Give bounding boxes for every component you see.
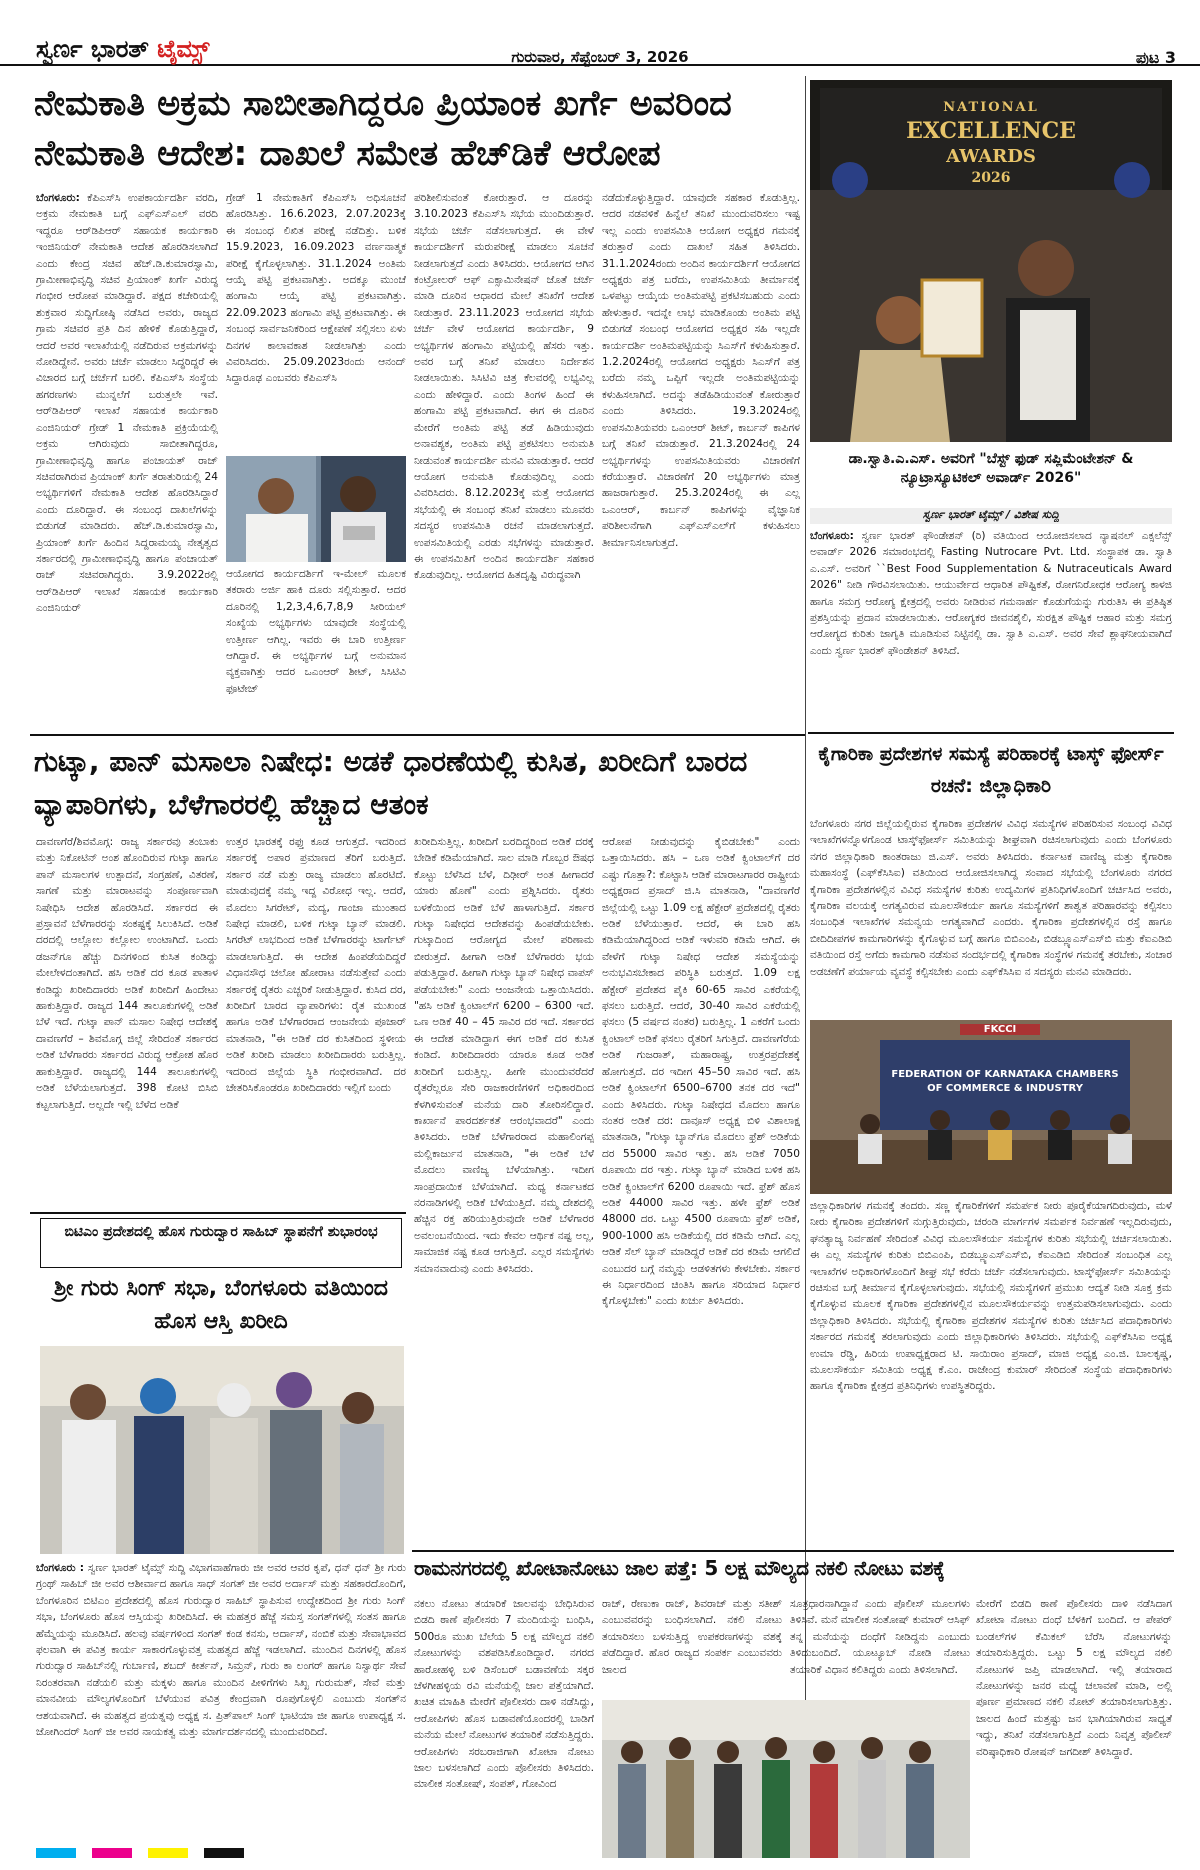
gurudwara-text: ಸ್ವರ್ಣ ಭಾರತ್ ಟೈಮ್ಸ್ ಸುದ್ದಿ ವಿಭಾಗವಾಹೆಗಾರು ಜೀ ಅವರ ಆವರ ಕೃಪೆ, ಧನ್ ಧನ್ ಶ್ರೀ ಗುರು ಗ್ರಂಥ್ ಸಾಹಿಬ್ ಜೀ ಅವರ ಆಶೀರ್ವಾದ ಹಾಗೂ ಸಾಧ್ ಸಂಗತ್ ಜೀ ಅವರ ಅರ್ದಾಸ್ ಮತ್ತು ಸಹಕಾರದೊಂದಿಗೆ, ಬೆಂಗಳೂರಿನ ಬಿಟಿಎಂ ಪ್ರದೇಶದಲ್ಲಿ ಹೊಸ ಗುರುದ್ವಾರ ಸಾಹಿಬ್ ಸ್ಥಾಪಿಸುವ ಉದ್ದೇಶದಿಂದ ಶ್ರೀ ಗುರು ಸಿಂಗ್ ಸಭಾ, ಬೆಂಗಳೂರು ಹೊಸ ಆಸ್ತಿಯನ್ನು ಖರೀದಿಸಿದೆ. ಈ ಮಹತ್ತರ ಹೆಜ್ಜೆ ಸಮಸ್ತ ಸಂಗತ್‌ಗಳಲ್ಲಿ ಸಂತಸ ಹಾಗೂ ಹೆಮ್ಮೆಯನ್ನು ಮೂಡಿಸಿದೆ. ಹಲವು ವರ್ಷಗಳಿಂದ ಸಂಗತ್ ಕಂಡ ಕನಸು, ಅರ್ದಾಸ್, ನಂಬಿಕೆ ಮತ್ತು ಸೇವಾಭಾವದ ಫಲವಾಗಿ ಈ ಪವಿತ್ರ ಕಾರ್ಯ ಸಾಕಾರಗೊಳ್ಳುವತ್ತ ಮಹತ್ವದ ಹೆಜ್ಜೆ ಇಡಲಾಗಿದೆ. ಮುಂದಿನ ದಿನಗಳಲ್ಲಿ ಹೊಸ ಗುರುದ್ವಾರ ಸಾಹಿಬ್‌ನಲ್ಲಿ ಗುರ್ಬಾಣಿ, ಶಬದ್ ಕೀರ್ತನ್, ಸಿಮ್ರನ್, ಗುರು ಕಾ ಲಂಗರ್ ಹಾಗೂ ನಿಸ್ವಾರ್ಥ ಸೇವೆ ನಿರಂತರವಾಗಿ ನಡೆಯಲಿ ಮತ್ತು ಮಕ್ಕಳು ಹಾಗೂ ಮುಂದಿನ ಪೀಳಿಗೆಗಳು ಸಿಖ್ಖ ಗುರುಮತ್, ಸೇವೆ ಮತ್ತು ಮಾನವೀಯ ಮೌಲ್ಯಗಳೊಂದಿಗೆ ಬೆಳೆಯುವ ಪವಿತ್ರ ಕೇಂದ್ರವಾಗಿ ರೂಪುಗೊಳ್ಳಲಿ ಎಂಬುದು ಸಂಗತ್‌ನ ಆಶಯವಾಗಿದೆ. ಈ ಮಹತ್ವದ ಪ್ರಯತ್ನವು ಅಧ್ಯಕ್ಷ ಸ. ಪ್ರಿತ್‌ಪಾಲ್ ಸಿಂಗ್ ಭಾಟಿಯಾ ಜೀ ಹಾಗೂ ಉಪಾಧ್ಯಕ್ಷ ಸ. ಜೋಗಿಂದರ್ ಸಿಂಗ್ ಜೀ ಅವರ ನಾಯಕತ್ವ ಮತ್ತು ಮಾರ್ಗದರ್ಶನದಲ್ಲಿ ಮುಂದುವರಿದಿದೆ. (36, 1562, 406, 1739)
award-headline: ಡಾ.ಸ್ವಾತಿ.ಎ.ಎಸ್. ಅವರಿಗೆ "ಬೆಸ್ಟ್ ಫುಡ್ ಸಪ್ಲಿಮೆಂಟೇಶನ್ & ನ್ಯೂಟ್ರಾಸ್ಯೂಟಿಕಲ್ ಅವಾರ್ಡ್ 2026" (848, 451, 1134, 486)
award-banner-mid: EXCELLENCE (906, 118, 1076, 144)
ramanagara-col3: ಸೂತ್ರಧಾರನಾಗಿದ್ದಾನೆ ಎಂದು ಪೊಲೀಸ್ ಮೂಲಗಳು ತಿಳಿಸಿವೆ. ಮನೆ ಮಾಲೀಕ ಸಂತೋಷ್ ಕುಮಾರ್ ಆಸಿಫ್ ತನ್ನ ಮನೆಯನ್ನು ದಂಧೆಗೆ ನೀಡಿದ್ದನು ಎಂಬುದು ತಿಳಿದುಬಂದಿದೆ. ಯೂಟ್ಯೂಬ್ ನೋಡಿ ನೋಟು ತಯಾರಿಕೆ ವಿಧಾನ ಕಲಿತಿದ್ದರು ಎಂದು ತಿಳಿಸಲಾಗಿದೆ. (790, 1598, 970, 1676)
masthead-accent: ಟೈಮ್ಸ್ (157, 34, 210, 63)
taskforce-body1: ಬೆಂಗಳೂರು ನಗರ ಜಿಲ್ಲೆಯಲ್ಲಿರುವ ಕೈಗಾರಿಕಾ ಪ್ರದೇಶಗಳ ವಿವಿಧ ಸಮಸ್ಯೆಗಳ ಪರಿಹರಿಸುವ ಸಂಬಂಧ ವಿವಿಧ ಇಲಾಖೆಗಳನ್ನೊಳಗೊಂಡ ಟಾಸ್ಕ್‌ಫೋರ್ಸ್ ಸಮಿತಿಯನ್ನು ಶೀಘ್ರವಾಗಿ ರಚಿಸಲಾಗುವುದು ಎಂದು ಬೆಂಗಳೂರು ನಗರ ಜಿಲ್ಲಾಧಿಕಾರಿ ಕಾಂತರಾಜು ಜಿ.ಎಸ್. ಅವರು ತಿಳಿಸಿದರು. ಕರ್ನಾಟಕ ವಾಣಿಜ್ಯ ಮತ್ತು ಕೈಗಾರಿಕಾ ಮಹಾಸಂಸ್ಥೆ (ಎಫ್‌ಕೆಸಿಸಿಐ) ವತಿಯಿಂದ ಆಯೋಜಿಸಲಾಗಿದ್ದ ಸಂವಾದ ಸಭೆಯಲ್ಲಿ ಬೆಂಗಳೂರು ನಗರದ ಕೈಗಾರಿಕಾ ಪ್ರದೇಶಗಳಲ್ಲಿನ ವಿವಿಧ ಸಮಸ್ಯೆಗಳ ಕುರಿತು ಉದ್ಯಮಿಗಳ ಪ್ರತಿನಿಧಿಗಳೊಂದಿಗೆ ಚರ್ಚಿಸಿದ ಅವರು, ಕೈಗಾರಿಕಾ ವಲಯಕ್ಕೆ ಅಗತ್ಯವಿರುವ ಮೂಲಸೌಕರ್ಯ ಹಾಗೂ ಸಮಸ್ಯೆಗಳಿಗೆ ಶಾಶ್ವತ ಪರಿಹಾರವನ್ನು ಕಲ್ಪಿಸಲು ಸಂಬಂಧಿತ ಇಲಾಖೆಗಳ ಸಮನ್ವಯ ಅಗತ್ಯವಾಗಿದೆ ಎಂದರು. ಕೈಗಾರಿಕಾ ಪ್ರದೇಶಗಳಲ್ಲಿನ ರಸ್ತೆ ಹಾಗೂ ಬೀದಿದೀಪಗಳ ಕಾಮಗಾರಿಗಳನ್ನು ಕೈಗೊಳ್ಳುವ ಬಗ್ಗೆ ಹಾಗೂ ಬಿಬಿಎಂಪಿ, ಬಿಡಬ್ಲ್ಯೂಎಸ್‌ಎಸ್‌ಬಿ ಮತ್ತು ಕೆಐಎಡಿಬಿ ವತಿಯಿಂದ ರಸ್ತೆ ಅಗೆದು ಕಾಮಗಾರಿ ನಡೆಸುವ ಸಂದರ್ಭದಲ್ಲಿ ಕೈಗಾರಿಕಾ ಸಂಸ್ಥೆಗಳ ಗಮನಕ್ಕೆ ತರಬೇಕು, ಸಂಚಾರ ಅಡಚಣೆಗೆ ಪರ್ಯಾಯ ವ್ಯವಸ್ಥೆ ಕಲ್ಪಿಸಬೇಕು ಎಂದು ಎಫ್‌ಕೆಸಿಸಿಐ ನ ಸದಸ್ಯರು ಮನವಿ ಮಾಡಿದರು. (810, 818, 1172, 978)
page-header (0, 0, 1200, 66)
story1-dateline: ಬೆಂಗಳೂರು: (36, 192, 80, 204)
color-registration-black (204, 1848, 244, 1858)
ramanagara-col4: ಮೇರೆಗೆ ಬಿಡದಿ ಠಾಣೆ ಪೊಲೀಸರು ದಾಳಿ ನಡೆಸಿದಾಗ ಖೋಟಾ ನೋಟು ದಂಧೆ ಬೆಳಕಿಗೆ ಬಂದಿದೆ. ಆ ಪೇಪರ್ ಬಂಡಲ್‌ಗಳ ಕೆಮಿಕಲ್ ಬೆರೆಸಿ ನೋಟುಗಳನ್ನು ತಯಾರಿಸುತ್ತಿದ್ದರು. ಒಟ್ಟು 5 ಲಕ್ಷ ಮೌಲ್ಯದ ನಕಲಿ ನೋಟುಗಳ ಜಪ್ತಿ ಮಾಡಲಾಗಿದೆ. ಇಲ್ಲಿ ತಯಾರಾದ ನೋಟುಗಳನ್ನು ಜನರ ಮಧ್ಯೆ ಚಲಾವಣೆ ಮಾಡಿ, ಅಲ್ಲಿ ಪೂರ್ಣ ಪ್ರಮಾಣದ ನಕಲಿ ನೋಟ್ ತಯಾರಿಸಲಾಗುತ್ತಿತ್ತು. ಜಾಲದ ಹಿಂದೆ ಮತ್ತಷ್ಟು ಜನ ಭಾಗಿಯಾಗಿರುವ ಸಾಧ್ಯತೆ ಇದ್ದು, ತನಿಖೆ ನಡೆಸಲಾಗುತ್ತಿದೆ ಎಂದು ನಿವೃತ್ತ ಪೊಲೀಸ್ ವರಿಷ್ಠಾಧಿಕಾರಿ ರೋಷನ್ ಜಗದೀಶ್ ತಿಳಿಸಿದ್ದಾರೆ. (976, 1598, 1172, 1758)
ramanagara-col2: ರಾಜ್, ರೇಣುಕಾ ರಾಜ್, ಶಿವರಾಜ್ ಮತ್ತು ಸತೀಶ್ ಎಂಬುವವರನ್ನು ಬಂಧಿಸಲಾಗಿದೆ. ನಕಲಿ ನೋಟು ತಯಾರಿಸಲು ಬಳಸುತ್ತಿದ್ದ ಉಪಕರಣಗಳನ್ನು ವಶಕ್ಕೆ ಪಡೆದಿದ್ದಾರೆ. ಹೊರ ರಾಜ್ಯದ ಸಂಪರ್ಕ ಎಂಬುವವರು ಜಾಲದ (602, 1598, 782, 1676)
rule-ramanagara (412, 1550, 1174, 1552)
award-year: 2026 (971, 170, 1011, 186)
story1-col2b: ಆಯೋಗದ ಕಾರ್ಯದರ್ಶಿಗೆ ಇ-ಮೇಲ್ ಮೂಲಕ ತಕರಾರು ಅರ್ಜಿ ಹಾಕಿ ದೂರು ಸಲ್ಲಿಸುತ್ತಾರೆ. ಆದರ ದೂರಿನಲ್ಲಿ 1,2,3,4,6,7,8,9 ಸೀರಿಯಲ್ ಸಂಖ್ಯೆಯ ಅಭ್ಯರ್ಥಿಗಳು ಯಾವುದೇ ಸಂಸ್ಥೆಯಲ್ಲಿ ಉತ್ತೀರ್ಣ ಆಗಿಲ್ಲ. ಇವರು ಈ ಬಾರಿ ಉತ್ತೀರ್ಣ ಆಗಿದ್ದಾರೆ. ಈ ಅಭ್ಯರ್ಥಿಗಳ ಬಗ್ಗೆ ಅನುಮಾನ ವ್ಯಕ್ತವಾಗಿತ್ತು ಆದರ ಒಎಂಆರ್ ಶೀಟ್, ಸಿಸಿಟಿವಿ ಫೂಟೇಜ್ (226, 568, 406, 695)
taskforce-body2: ಜಿಲ್ಲಾಧಿಕಾರಿಗಳ ಗಮನಕ್ಕೆ ತಂದರು. ಸಣ್ಣ ಕೈಗಾರಿಕೆಗಳಿಗೆ ಸಮರ್ಪಕ ನೀರು ಪೂರೈಕೆಯಾಗದಿರುವುದು, ಮಳೆ ನೀರು ಕೈಗಾರಿಕಾ ಪ್ರದೇಶಗಳಿಗೆ ನುಗ್ಗುತ್ತಿರುವುದು, ಚರಂಡಿ ಮಾರ್ಗಗಳ ಸಮರ್ಪಕ ನಿರ್ವಹಣೆ ಇಲ್ಲದಿರುವುದು, ಘನತ್ಯಾಜ್ಯ ನಿರ್ವಹಣೆ ಸೇರಿದಂತೆ ವಿವಿಧ ಮೂಲಸೌಕರ್ಯ ಸಮಸ್ಯೆಗಳ ಕುರಿತು ಸಭೆಯಲ್ಲಿ ಚರ್ಚಿಸಲಾಯಿತು. ಈ ಎಲ್ಲ ಸಮಸ್ಯೆಗಳ ಕುರಿತು ಬಿಬಿಎಂಪಿ, ಬಿಡಬ್ಲ್ಯೂಎಸ್‌ಎಸ್‌ಬಿ, ಕೆಐಎಡಿಬಿ ಸೇರಿದಂತೆ ಸಂಬಂಧಿತ ಎಲ್ಲ ಇಲಾಖೆಗಳ ಅಧಿಕಾರಿಗಳೊಂದಿಗೆ ಶೀಘ್ರ ಸಭೆ ಕರೆದು ಚರ್ಚೆ ನಡೆಸಲಾಗುವುದು. ಟಾಸ್ಕ್‌ಫೋರ್ಸ್ ಸಮಿತಿಯನ್ನು ರಚಿಸುವ ಬಗ್ಗೆ ತೀರ್ಮಾನ ಕೈಗೊಳ್ಳಲಾಗುವುದು. ಸಭೆಯಲ್ಲಿ ಸಮಸ್ಯೆಗಳಿಗೆ ಪ್ರಮುಖ ಆದ್ಯತೆ ನೀಡಿ ಸೂಕ್ತ ಕ್ರಮ ಕೈಗೊಳ್ಳುವ ಮೂಲಕ ಕೈಗಾರಿಕಾ ಪ್ರದೇಶಗಳಲ್ಲಿನ ಮೂಲಸೌಕರ್ಯವನ್ನು ಉತ್ತಮಪಡಿಸಲಾಗುವುದು. ಎಂದು ಜಿಲ್ಲಾಧಿಕಾರಿ ತಿಳಿಸಿದರು. ಸಭೆಯಲ್ಲಿ ಕೈಗಾರಿಕಾ ಪ್ರದೇಶಗಳ ಸಮಸ್ಯೆಗಳ ಕುರಿತು ಚರ್ಚಿಸಿದ ಪದಾಧಿಕಾರಿಗಳು ಸರ್ಕಾರದ ಗಮನಕ್ಕೆ ತರಲಾಗುವುದು ಎಂದು ಜಿಲ್ಲಾಧಿಕಾರಿಗಳು ತಿಳಿಸಿದರು. ಸಭೆಯಲ್ಲಿ ಎಫ್‌ಕೆಸಿಸಿಐ ಅಧ್ಯಕ್ಷ ಉಮಾ ರೆಡ್ಡಿ, ಹಿರಿಯ ಉಪಾಧ್ಯಕ್ಷರಾದ ಟಿ. ಸಾಯಿರಾಂ ಪ್ರಸಾದ್, ಮಾಜಿ ಅಧ್ಯಕ್ಷ ಎಂ.ಜಿ. ಬಾಲಕೃಷ್ಣ, ಮೂಲಸೌಕರ್ಯ ಸಮಿತಿಯ ಅಧ್ಯಕ್ಷ ಕೆ.ಎಂ. ರಾಜೇಂದ್ರ ಕುಮಾರ್ ಸೇರಿದಂತೆ ಸಂಸ್ಥೆಯ ಪದಾಧಿಕಾರಿಗಳು ಹಾಗೂ ಕೈಗಾರಿಕಾ ಕ್ಷೇತ್ರದ ಪ್ರತಿನಿಧಿಗಳು ಉಪಸ್ಥಿತರಿದ್ದರು. (810, 1200, 1172, 1393)
gurudwara-headline: ಶ್ರೀ ಗುರು ಸಿಂಗ್ ಸಭಾ, ಬೆಂಗಳೂರು ವತಿಯಿಂದ ಹೊಸ ಆಸ್ತಿ ಖರೀದಿ (53, 1276, 389, 1334)
award-banner-bot: AWARDS (946, 146, 1036, 167)
politicians-photo (226, 456, 406, 562)
gurudwara-headline-box: ಬಿಟಿಎಂ ಪ್ರದೇಶದಲ್ಲಿ ಹೊಸ ಗುರುದ್ವಾರ ಸಾಹಿಬ್ ಸ್ಥಾಪನೆಗೆ ಶುಭಾರಂಭ (40, 1218, 402, 1268)
masthead-name: ಸ್ವರ್ಣ ಭಾರತ್ (36, 34, 149, 63)
issue-date: ಗುರುವಾರ, ಸೆಪ್ಟೆಂಬರ್ 3, 2026 (511, 48, 689, 66)
story1-headline: ನೇಮಕಾತಿ ಅಕ್ರಮ ಸಾಬೀತಾಗಿದ್ದರೂ ಪ್ರಿಯಾಂಕ ಖರ್ಗೆ ಅವರಿಂದ ನೇಮಕಾತಿ ಆದೇಶ: ದಾಖಲೆ ಸಮೇತ ಹೆಚ್‌ಡಿಕೆ ಆರೋಪ (34, 84, 732, 174)
award-dateline: ಬೆಂಗಳೂರು: (810, 530, 854, 542)
fkcci-logo-text: FKCCI (960, 1024, 1040, 1035)
award-photo (810, 80, 1172, 442)
color-registration-cyan (36, 1848, 76, 1858)
taskforce-headline: ಕೈಗಾರಿಕಾ ಪ್ರದೇಶಗಳ ಸಮಸ್ಯೆ ಪರಿಹಾರಕ್ಕೆ ಟಾಸ್ಕ್ ಫೋರ್ಸ್ ರಚನೆ: ಜಿಲ್ಲಾಧಿಕಾರಿ (818, 743, 1164, 798)
color-registration-magenta (92, 1848, 132, 1858)
story2-col3: ಖರೀದಿಸುತ್ತಿಲ್ಲ. ಖರೀದಿಗೆ ಬರದಿದ್ದರಿಂದ ಅಡಿಕೆ ದರಕ್ಕೆ ಬೇಡಿಕೆ ಕಡಿಮೆಯಾಗಿದೆ. ಸಾಲ ಮಾಡಿ ಗೊಬ್ಬರ ಔಷಧ ಕೊಟ್ಟು ಬೆಳೆಸಿದ ಬೆಳೆ, ದಿಢೀರ್ ಅಂತ ಹೀಗಾದರೆ ಯಾರು ಹೊಣೆ" ಎಂದು ಪ್ರಶ್ನಿಸಿದರು. ರೈತರು ಬಳಕೆಯಿಂದ ಅಡಿಕೆ ಬೆಳೆ ಹಾಳಾಗುತ್ತಿದೆ. ಸರ್ಕಾರ ಗುಟ್ಕಾ ನಿಷೇಧದ ಆದೇಶವನ್ನು ಹಿಂಪಡೆಯಬೇಕು. ಗುಟ್ಕಾದಿಂದ ಆರೋಗ್ಯದ ಮೇಲೆ ಪರಿಣಾಮ ಬೀರುತ್ತದೆ. ಹೀಗಾಗಿ ಅಡಿಕೆ ಬೆಳೆಗಾರರು ಭಯ ಪಡುತ್ತಿದ್ದಾರೆ. ಹೀಗಾಗಿ ಗುಟ್ಕಾ ಬ್ಯಾನ್ ನಿಷೇಧ ವಾಪಸ್ ಪಡೆಯಬೇಕು" ಎಂದು ಆಂಜನೇಯ ಒತ್ತಾಯಿಸಿದರು. "ಹಸಿ ಅಡಿಕೆ ಕ್ವಿಂಟಾಲ್‌ಗೆ 6200 – 6300 ಇದೆ. ಒಣ ಅಡಿಕೆ 40 – 45 ಸಾವಿರ ದರ ಇದೆ. ಸರ್ಕಾರದ ಈ ಆದೇಶ ಮಾಡಿದ್ದಾಗ ಈಗ ಅಡಿಕೆ ದರ ಕುಸಿತ ಕಂಡಿದೆ. ಖರೀದಿದಾರರು ಯಾರೂ ಕೂಡ ಅಡಿಕೆ ಖರೀದಿಗೆ ಬರುತ್ತಿಲ್ಲ. ಹೀಗೇ ಮುಂದುವರೆದರೆ ರೈತರೆಲ್ಲರೂ ಸೇರಿ ರಾಜಕಾರಣಿಗಳಿಗೆ ಅಧಿಕಾರದಿಂದ ಕೆಳಗಿಳಿಸುವಂತೆ ಮನೆಯ ದಾರಿ ತೋರಿಸಲಿದ್ದಾರೆ. ಕಾರ್ಖಾನೆ ಪಾರದರ್ಶಕತೆ ಆರಂಭವಾದರೆ" ಎಂದು ತಿಳಿಸಿದರು. ಅಡಿಕೆ ಬೆಳೆಗಾರರಾದ ಮಹಾಲಿಂಗಪ್ಪ ಮಲ್ಲಿಕಾರ್ಜುನ ಮಾತನಾಡಿ, "ಈ ಅಡಿಕೆ ಬೆಳೆ ಮೊದಲು ವಾಣಿಜ್ಯ ಬೆಳೆಯಾಗಿತ್ತು. ಇದೀಗ ಸಾಂಪ್ರದಾಯಿಕ ಬೆಳೆಯಾಗಿದೆ. ಮಧ್ಯ ಕರ್ನಾಟಕದ ನರನಾಡಿಗಳಲ್ಲಿ ಅಡಿಕೆ ಬೆಳೆಯುತ್ತಿದೆ. ನಮ್ಮ ದೇಶದಲ್ಲಿ ಹೆಚ್ಚಿನ ರಕ್ತ ಹರಿಯುತ್ತಿರುವುದೇ ಅಡಿಕೆ ಬೆಳೆಗಾರರ ಅವಲಂಬನೆಯಿಂದ. ಇದು ಕೇವಲ ಆರ್ಥಿಕ ನಷ್ಟ ಅಲ್ಲ, ಸಾಮಾಜಿಕ ನಷ್ಟ ಕೂಡ ಆಗುತ್ತಿದೆ. ಎಲ್ಲರ ಸಮಸ್ಯೆಗಳು ಸಮಾನವಾದುವು ಎಂದು ತಿಳಿಸಿದರು. (414, 836, 594, 1275)
gurudwara-dateline: ಬೆಂಗಳೂರು : (36, 1562, 84, 1574)
ramanagara-headline: ರಾಮನಗರದಲ್ಲಿ ಖೋಟಾನೋಟು ಜಾಲ ಪತ್ತೆ: 5 ಲಕ್ಷ ಮೌಲ್ಯದ ನಕಲಿ ನೋಟು ವಶಕ್ಕೆ (414, 1556, 945, 1580)
award-body (810, 528, 1172, 728)
rule-story1 (30, 734, 806, 736)
story1-col1 (36, 190, 218, 730)
story1-col2a: ಗ್ರೇಡ್ 1 ನೇಮಕಾತಿಗೆ ಕೆಪಿಎಸ್‌ಸಿ ಅಧಿಸೂಚನೆ ಹೊರಡಿಸಿತ್ತು. 16.6.2023, 2.07.2023ಕ್ಕೆ ಈ ಸಂಬಂಧ ಲಿಖಿತ ಪರೀಕ್ಷೆ ನಡೆದಿತ್ತು. ಬಳಿಕ 15.9.2023, 16.09.2023 ವರ್ಣನಾತ್ಮಕ ಪರೀಕ್ಷೆ ಕೈಗೊಳ್ಳಲಾಗಿತ್ತು. 31.1.2024 ಅಂತಿಮ ಆಯ್ಕೆ ಪಟ್ಟಿ ಪ್ರಕಟವಾಗಿತ್ತು. ಅದಕ್ಕೂ ಮುಂಚೆ ಹಂಗಾಮಿ ಆಯ್ಕೆ ಪಟ್ಟಿ ಪ್ರಕಟವಾಗಿತ್ತು. 22.09.2023 ಹಂಗಾಮಿ ಪಟ್ಟಿ ಪ್ರಕಟವಾಗಿತ್ತು. ಈ ಸಂಬಂಧ ಸಾರ್ವಜನಿಕರಿಂದ ಆಕ್ಷೇಪಣೆ ಸಲ್ಲಿಸಲು ಏಳು ದಿನಗಳ ಕಾಲಾವಕಾಶ ನೀಡಲಾಗಿತ್ತು ಎಂದು ವಿವರಿಸಿದರು. 25.09.2023ರಂದು ಆನಂದ್ ಸಿದ್ದಾರೂಢ ಎಂಬವರು ಕೆಪಿಎಸ್‌ಸಿ (226, 192, 406, 385)
color-registration-yellow (148, 1848, 188, 1858)
accused-photo (602, 1700, 970, 1858)
fkcci-photo (810, 1020, 1172, 1194)
ramanagara-col1: ನಕಲು ನೋಟು ತಯಾರಿಕೆ ಜಾಲವನ್ನು ಬೇಧಿಸಿರುವ ಬಿಡದಿ ಠಾಣೆ ಪೊಲೀಸರು 7 ಮಂದಿಯನ್ನು ಬಂಧಿಸಿ, 500ರೂ ಮುಖ ಬೆಲೆಯ 5 ಲಕ್ಷ ಮೌಲ್ಯದ ನಕಲಿ ನೋಟುಗಳನ್ನು ವಶಪಡಿಸಿಕೊಂಡಿದ್ದಾರೆ. ನಗರದ ಹಾರೋಹಳ್ಳಿ ಬಳಿ ಡಿಸೆಂಬರ್ ಬಡಾವಣೆಯ ಸಕ್ಕರ ಚೆಳಗೀಹಳ್ಳಿಯ ರವಿ ಮನೆಯಲ್ಲಿ ಜಾಲ ಪತ್ತೆಯಾಗಿದೆ. ಖಚಿತ ಮಾಹಿತಿ ಮೇರೆಗೆ ಪೊಲೀಸರು ದಾಳಿ ನಡೆಸಿದ್ದು, ಆರೋಪಿಗಳು ಹೊಸ ಬಡಾವಣೆಯೊಂದರಲ್ಲಿ ಬಾಡಿಗೆ ಮನೆಯ ಮೇಲೆ ನೋಟುಗಳ ತಯಾರಿಕೆ ನಡೆಸುತ್ತಿದ್ದರು. ಆರೋಪಿಗಳು ಸರಬರಾಜಿಗಾಗಿ ಖೋಟಾ ನೋಟು ಜಾಲ ಬಳಸಲಾಗಿದೆ ಎಂದು ಪೊಲೀಸರು ತಿಳಿಸಿದರು. ಮಾಲೀಕ ಸಂತೋಷ್, ಸಂಪತ್, ಗೋವಿಂದ (414, 1598, 594, 1791)
award-banner-top: NATIONAL (943, 100, 1039, 115)
award-text: ಸ್ವರ್ಣ ಭಾರತ್ ಫೌಂಡೇಶನ್ (ರಿ) ವತಿಯಿಂದ ಆಯೋಜಿಸಲಾದ ನ್ಯಾಷನಲ್ ಎಕ್ಸಲೆನ್ಸ್ ಅವಾರ್ಡ್ 2026 ಸಮಾರಂಭದಲ್ಲಿ Fasting Nutrocare Pvt. Ltd. ಸಂಸ್ಥಾಪಕ ಡಾ. ಸ್ವಾತಿ ಎ.ಎಸ್. ಅವರಿಗೆ ``Best Food Supplementation & Nutraceuticals Award 2026" ನೀಡಿ ಗೌರವಿಸಲಾಯಿತು. ಆಯುರ್ವೇದ ಆಧಾರಿತ ಪೌಷ್ಟಿಕತೆ, ರೋಗನಿರೋಧಕ ಆರೋಗ್ಯ ಕಾಳಜಿ ಹಾಗೂ ಸಮಗ್ರ ಆರೋಗ್ಯ ಕ್ಷೇತ್ರದಲ್ಲಿ ಅವರು ನೀಡಿರುವ ಗಮನಾರ್ಹ ಕೊಡುಗೆಯನ್ನು ಗುರುತಿಸಿ ಈ ಪ್ರತಿಷ್ಠಿತ ಪ್ರಶಸ್ತಿಯನ್ನು ಪ್ರದಾನ ಮಾಡಲಾಯಿತು. ಆರೋಗ್ಯಕರ ಜೀವನಶೈಲಿ, ಸುರಕ್ಷಿತ ಪೌಷ್ಟಿಕ ಆಹಾರ ಮತ್ತು ಸಮಗ್ರ ಆರೋಗ್ಯದ ಕುರಿತು ಜಾಗೃತಿ ಮೂಡಿಸುವ ನಿಟ್ಟಿನಲ್ಲಿ ಡಾ. ಸ್ವಾತಿ ಎ.ಎಸ್. ಅವರ ಸೇವೆ ಶ್ಲಾಘನೀಯವಾಗಿದೆ ಎಂದು ಸ್ವರ್ಣ ಭಾರತ್ ಫೌಂಡೇಶನ್ ತಿಳಿಸಿದೆ. (810, 530, 1172, 657)
rule-taskforce (808, 732, 1174, 734)
gurudwara-photo (40, 1346, 404, 1554)
story2-col2: ಉತ್ತರ ಭಾರತಕ್ಕೆ ರಫ್ತು ಕೂಡ ಆಗುತ್ತದೆ. ಇದರಿಂದ ಸರ್ಕಾರಕ್ಕೆ ಅಪಾರ ಪ್ರಮಾಣದ ತೆರಿಗೆ ಬರುತ್ತಿದೆ. ಸರ್ಕಾರ ನಡೆ ಮತ್ತು ರಾಜ್ಯ ಮಾಡಲು ಹೊರಟಿದೆ. ಮಾಡುವುದಕ್ಕೆ ನಮ್ಮ ಇದ್ದ ವಿರೋಧ ಇಲ್ಲ. ಆದರೆ, ಮೊದಲು ಸಿಗರೇಟ್, ಮದ್ಯ, ಗಾಂಜಾ ಮುಂತಾದ ನಿಷೇಧ ಮಾಡಲಿ, ಬಳಿಕ ಗುಟ್ಕಾ ಬ್ಯಾನ್ ಮಾಡಲಿ. ಸಿಗರೆಟ್ ಲಾಭದಿಂದ ಅಡಿಕೆ ಬೆಳೆಗಾರರನ್ನು ಟಾರ್ಗೆಟ್ ಮಾಡಲಾಗುತ್ತಿದೆ. ಈ ಆದೇಶ ಹಿಂಪಡೆಯದಿದ್ದರೆ ವಿಧಾನಸೌಧ ಚಲೋ ಹೋರಾಟ ನಡೆಸುತ್ತೇವೆ ಎಂದು ಸರ್ಕಾರಕ್ಕೆ ರೈತರು ಎಚ್ಚರಿಕೆ ನೀಡುತ್ತಿದ್ದಾರೆ. ಕುಸಿದ ದರ, ಖರೀದಿಗೆ ಬಾರದ ವ್ಯಾಪಾರಿಗಳು: ರೈತ ಮುಖಂಡ ಹಾಗೂ ಅಡಿಕೆ ಬೆಳೆಗಾರರಾದ ಆಂಜನೇಯ ಪೂಜಾರ್ ಮಾತನಾಡಿ, "ಈ ಅಡಿಕೆ ದರ ಕುಸಿತದಿಂದ ಸ್ಥಳೀಯ ಅಡಿಕೆ ಖರೀದಿ ಮಾಡಲು ಖರೀದಿದಾರರು ಬರುತ್ತಿಲ್ಲ. ಇದರಿಂದ ಜಿಲ್ಲೆಯ ಸ್ಥಿತಿ ಗಂಭೀರವಾಗಿದೆ. ದರ ಚೇತರಿಸಿಕೊಂಡರೂ ಖರೀದಿದಾರರು ಇಲ್ಲಿಗೆ ಬಂದು (226, 836, 406, 1095)
fkcci-banner-text: FEDERATION OF KARNATAKA CHAMBERS OF COMMERCE & INDUSTRY (891, 1069, 1119, 1094)
award-byline: ಸ್ವರ್ಣ ಭಾರತ್ ಟೈಮ್ಸ್ / ವಿಶೇಷ ಸುದ್ದಿ (810, 508, 1172, 524)
story1-col3: ಪರಿಶೀಲಿಸುವಂತೆ ಕೋರುತ್ತಾರೆ. ಆ ದೂರನ್ನು 3.10.2023 ಕೆಪಿಎಸ್‌ಸಿ ಸಭೆಯ ಮುಂದಿಡುತ್ತಾರೆ. ಸಭೆಯ ಚರ್ಚೆ ನಡೆಸಲಾಗುತ್ತದೆ. ಈ ವೇಳೆ ಕಾರ್ಯದರ್ಶಿಗೆ ಮರುಪರೀಕ್ಷೆ ಮಾಡಲು ಸೂಚನೆ ನೀಡಲಾಗುತ್ತದೆ ಎಂದು ತಿಳಿಸಿದರು. ಆಯೋಗದ ಆಗಿನ ಕಂಟ್ರೋಲರ್ ಆಫ್ ಎಕ್ಸಾಮಿನೇಷನ್ ಜೊತೆ ಚರ್ಚೆ ಮಾಡಿ ದೂರಿನ ಆಧಾರದ ಮೇಲೆ ತನಿಖೆಗೆ ಆದೇಶ ನೀಡುತ್ತಾರೆ. 23.11.2023 ಆಯೋಗದ ಸಭೆಯ ಚರ್ಚೆ ವೇಳೆ ಆಯೋಗದ ಕಾರ್ಯದರ್ಶಿ, 9 ಅಭ್ಯರ್ಥಿಗಳ ಹಂಗಾಮಿ ಪಟ್ಟಿಯಲ್ಲಿ ಹೆಸರು ಇತ್ತು. ಅವರ ಬಗ್ಗೆ ತನಿಖೆ ಮಾಡಲು ನಿರ್ದೇಶನ ನೀಡಲಾಯಿತು. ಸಿಸಿಟಿವಿ ಚಿತ್ರ ಕೆಲವರಲ್ಲಿ ಲಭ್ಯವಿಲ್ಲ ಎಂದು ಹೇಳಿದ್ದಾರೆ. ಎಂದು ತಿಂಗಳ ಹಿಂದೆ ಈ ಹಂಗಾಮಿ ಪಟ್ಟಿ ಪ್ರಕಟವಾಗಿದೆ. ಈಗ ಈ ದೂರಿನ ಮೇರೆಗೆ ಅಂತಿಮ ಪಟ್ಟಿ ತಡೆ ಹಿಡಿಯುವುದು ಅನಾವಶ್ಯಕ, ಅಂತಿಮ ಪಟ್ಟಿ ಪ್ರಕಟಿಸಲು ಅನುಮತಿ ನೀಡುವಂತೆ ಕಾರ್ಯದರ್ಶಿ ಮನವಿ ಮಾಡುತ್ತಾರೆ. ಆದರೆ ಆಯೋಗ ಅನುಮತಿ ಕೊಡುವುದಿಲ್ಲ ಎಂದು ವಿವರಿಸಿದರು. 8.12.2023ಕ್ಕೆ ಮತ್ತೆ ಆಯೋಗದ ಸಭೆಯಲ್ಲಿ ಈ ಸಂಬಂಧ ತನಿಖೆ ಮಾಡಲು ಮೂವರು ಸದಸ್ಯರ ಉಪಸಮಿತಿ ರಚನೆ ಮಾಡಲಾಗುತ್ತದೆ. ಉಪಸಮಿತಿಯಲ್ಲಿ ಎರಡು ಸಭೆಗಳನ್ನು ಮಾಡುತ್ತಾರೆ. ಈ ಉಪಸಮಿತಿಗೆ ಅಂದಿನ ಕಾರ್ಯದರ್ಶಿ ಸಹಕಾರ ಕೊಡುವುದಿಲ್ಲ. ಆಯೋಗದ ಹಿತದೃಷ್ಟಿ ವಿರುದ್ಧವಾಗಿ (414, 192, 594, 582)
page-number: ಪುಟ 3 (1135, 48, 1176, 67)
story1-text-col1: ಕೆಪಿಎಸ್‌ಸಿ ಉಪಕಾರ್ಯದರ್ಶಿ ವರದಿ, ಅಕ್ರಮ ನೇಮಕಾತಿ ಬಗ್ಗೆ ಎಫ್‌ಎಸ್‌ಎಲ್ ವರದಿ ಇದ್ದರೂ ಆರ್‌ಡಿಪಿಆರ್ ಸಹಾಯಕ ಕಾರ್ಯಕಾರಿ ಇಂಜಿನಿಯರ್ ನೇಮಕಾತಿ ಆದೇಶ ಹೊರಡಿಸಲಾಗಿದೆ ಎಂದು ಕೇಂದ್ರ ಸಚಿವ ಹೆಚ್.ಡಿ.ಕುಮಾರಸ್ವಾಮಿ, ಗ್ರಾಮೀಣಾಭಿವೃದ್ಧಿ ಸಚಿವ ಪ್ರಿಯಾಂಕ್ ಖರ್ಗೆ ವಿರುದ್ಧ ಗಂಭೀರ ಆರೋಪ ಮಾಡಿದ್ದಾರೆ. ಪಕ್ಷದ ಕಚೇರಿಯಲ್ಲಿ ಶುಕ್ರವಾರ ಸುದ್ದಿಗೋಷ್ಠಿ ನಡೆಸಿದ ಅವರು, ರಾಜ್ಯದ ಗ್ರಾಮ ಸಚಿವರ ಪ್ರತಿ ದಿನ ಹೇಳಿಕೆ ಕೊಡುತ್ತಿದ್ದಾರೆ, ಆದರೆ ಅವರ ಇಲಾಖೆಯಲ್ಲಿ ನಡೆದಿರುವ ಅಕ್ರಮಗಳನ್ನು ನೋಡಿದ್ದೇನೆ. ಅವರು ಚರ್ಚೆ ಮಾಡಲು ಸಿದ್ಧರಿದ್ದರೆ ಈ ವಿಚಾರದ ಬಗ್ಗೆ ಚರ್ಚೆಗೆ ಬರಲಿ. ಕೆಪಿಎಸ್‌ಸಿ ಸಂಸ್ಥೆಯ ಹಗರಣಗಳು ಮುನ್ನಲೆಗೆ ಬರುತ್ತಲೇ ಇವೆ. ಆರ್‌ಡಿಪಿಆರ್ ಇಲಾಖೆ ಸಹಾಯಕ ಕಾರ್ಯಕಾರಿ ಎಂಜಿನಿಯರ್ ಗ್ರೇಡ್ 1 ನೇಮಕಾತಿ ಪ್ರಕ್ರಿಯೆಯಲ್ಲಿ ಅಕ್ರಮ ಆಗಿರುವುದು ಸಾಬೀತಾಗಿದ್ದರೂ, ಗ್ರಾಮೀಣಾಭಿವೃದ್ಧಿ ಹಾಗೂ ಪಂಚಾಯತ್ ರಾಜ್ ಸಚಿವರಾಗಿರುವ ಪ್ರಿಯಾಂಕ್ ಖರ್ಗೆ ತರಾತುರಿಯಲ್ಲಿ 24 ಅಭ್ಯರ್ಥಿಗಳಿಗೆ ನೇಮಕಾತಿ ಆದೇಶ ಹೊರಡಿಸಿದ್ದಾರೆ ಎಂದು ದೂರಿದ್ದಾರೆ. ಈ ಸಂಬಂಧ ದಾಖಲೆಗಳನ್ನು ಬಿಡುಗಡೆ ಮಾಡಿದರು. ಹೆಚ್.ಡಿ.ಕುಮಾರಸ್ವಾಮಿ, ಪ್ರಿಯಾಂಕ್ ಖರ್ಗೆ ಹಿಂದಿನ ಸಿದ್ದರಾಮಯ್ಯ ನೇತೃತ್ವದ ಸರ್ಕಾರದಲ್ಲಿ ಗ್ರಾಮೀಣಾಭಿವೃದ್ಧಿ ಹಾಗೂ ಪಂಚಾಯತ್ ರಾಜ್ ಸಚಿವರಾಗಿದ್ದರು. 3.9.2022ರಲ್ಲಿ ಆರ್‌ಡಿಪಿಆರ್ ಇಲಾಖೆ ಸಹಾಯಕ ಕಾರ್ಯಕಾರಿ ಎಂಜಿನಿಯರ್ (36, 192, 218, 615)
story2-col4: ಆರೋಪ ನೀಡುವುದನ್ನು ಕೈಬಿಡಬೇಕು" ಎಂದು ಒತ್ತಾಯಿಸಿದರು. ಹಸಿ – ಒಣ ಅಡಿಕೆ ಕ್ವಿಂಟಾಲ್‌ಗೆ ದರ ಎಷ್ಟು ಗೊತ್ತಾ?: ಕೊಟ್ಟಾಸಿ ಆಡಿಕೆ ಮಾರಾಟಗಾರರ ರಾಷ್ಟ್ರೀಯ ಅಧ್ಯಕ್ಷರಾದ ಪ್ರಸಾದ್ ಜಿ.ಸಿ ಮಾತನಾಡಿ, "ದಾವಣಗೆರೆ ಜಿಲ್ಲೆಯಲ್ಲಿ ಒಟ್ಟು 1.09 ಲಕ್ಷ ಹೆಕ್ಟೇರ್ ಪ್ರದೇಶದಲ್ಲಿ ರೈತರು ಅಡಿಕೆ ಬೆಳೆಯುತ್ತಾರೆ. ಆದರೆ, ಈ ಬಾರಿ ಹಸಿ ಕಡಿಮೆಯಾಗಿದ್ದರಿಂದ ಅಡಿಕೆ ಇಳುವರಿ ಕಡಿಮೆ ಆಗಿದೆ. ಈ ವೇಳೆಗೆ ಗುಟ್ಕಾ ನಿಷೇಧ ಆದೇಶ ಸಮಸ್ಯೆಯನ್ನು ಅನುಭವಿಸಬೇಕಾದ ಪರಿಸ್ಥಿತಿ ಬರುತ್ತದೆ. 1.09 ಲಕ್ಷ ಹೆಕ್ಟೇರ್ ಪ್ರದೇಶದ ಪೈಕಿ 60-65 ಸಾವಿರ ಎಕರೆಯಲ್ಲಿ ಫಸಲು ಬರುತ್ತಿದೆ. ಆದರೆ, 30-40 ಸಾವಿರ ಎಕರೆಯಲ್ಲಿ ಫಸಲು (5 ವರ್ಷದ ನಂತರ) ಬರುತ್ತಿಲ್ಲ. 1 ಎಕರೆಗೆ ಒಂದು ಕ್ವಿಂಟಾಲ್ ಅಡಿಕೆ ಫಸಲು ರೈತರಿಗೆ ಸಿಗುತ್ತಿದೆ. ದಾವಣಗೆರೆಯ ಅಡಿಕೆ ಗುಜರಾತ್, ಮಹಾರಾಷ್ಟ್ರ, ಉತ್ತರಪ್ರದೇಶಕ್ಕೆ ಹೋಗುತ್ತದೆ. ದರ ಇದೀಗ 45–50 ಸಾವಿರ ಇದೆ. ಹಸಿ ಅಡಿಕೆ ಕ್ವಿಂಟಾಲ್‌ಗೆ 6500–6700 ತನಕ ದರ ಇದೆ" ಎಂದು ತಿಳಿಸಿದರು. ಗುಟ್ಕಾ ನಿಷೇಧದ ಮೊದಲು ಹಾಗೂ ನಂತರ ಅಡಿಕೆ ದರ: ದಾವೂಸ್ ಅಧ್ಯಕ್ಷ ಬಿಳಿ ವಿಶಾಲಾಕ್ಷ ಮಾತನಾಡಿ, "ಗುಟ್ಕಾ ಬ್ಯಾನ್‌ಗೂ ಮೊದಲು ಫ್ರೆಶ್ ಅಡಿಕೆಯ ದರ 55000 ಸಾವಿರ ಇತ್ತು. ಹಸಿ ಅಡಿಕೆ 7050 ರೂಪಾಯಿ ದರ ಇತ್ತು. ಗುಟ್ಕಾ ಬ್ಯಾನ್ ಮಾಡಿದ ಬಳಿಕ ಹಸಿ ಅಡಿಕೆ ಕ್ವಿಂಟಾಲ್‌ಗೆ 6200 ರೂಪಾಯಿ ಇದೆ. ಫ್ರೆಶ್ ಹೊಸ ಅಡಿಕೆ 44000 ಸಾವಿರ ಇತ್ತು. ಹಳೇ ಫ್ರೆಶ್ ಅಡಿಕೆ 48000 ದರ. ಒಟ್ಟು 4500 ರೂಪಾಯಿ ಫ್ರೆಶ್ ಅಡಿಕೆ, 900-1000 ಹಸಿ ಅಡಿಕೆಯಲ್ಲಿ ದರ ಕಡಿಮೆ ಆಗಿದೆ. ಎಲ್ಲ ಆಡಿಕೆ ಸೆಲ್ ಬ್ಯಾನ್ ಮಾಡಿದ್ದರೆ ಅಡಿಕೆ ದರ ಕಡಿಮೆ ಆಗಲಿದೆ ಎಂಬುದರ ಬಗ್ಗೆ ನಮ್ಮನ್ನು ಆಡಳಿತಗಳು ಕೇಳಬೇಕು. ಸರ್ಕಾರ ಈ ನಿರ್ಧಾರದಿಂದ ಚಿಂತಿಸಿ ಹಾಗೂ ಸರಿಯಾದ ನಿರ್ಧಾರ ಕೈಗೊಳ್ಳಬೇಕು" ಎಂದು ಖರ್ಚು ತಿಳಿಸಿದರು. (602, 836, 800, 1308)
story2-col1: ದಾವಣಗೆರೆ/ಶಿವಮೊಗ್ಗ: ರಾಜ್ಯ ಸರ್ಕಾರವು ತಂಬಾಕು ಮತ್ತು ನಿಕೋಟಿನ್ ಅಂಶ ಹೊಂದಿರುವ ಗುಟ್ಕಾ ಹಾಗೂ ಪಾನ್ ಮಸಾಲಗಳ ಉತ್ಪಾದನೆ, ಸಂಗ್ರಹಣೆ, ವಿತರಣೆ, ಸಾಗಣೆ ಮತ್ತು ಮಾರಾಟವನ್ನು ಸಂಪೂರ್ಣವಾಗಿ ನಿಷೇಧಿಸಿ ಆದೇಶ ಹೊರಡಿಸಿದೆ. ಸರ್ಕಾರದ ಈ ಪ್ರಸ್ತಾವನೆ ಬೆಳೆಗಾರರನ್ನು ಸಂಕಷ್ಟಕ್ಕೆ ಸಿಲುಕಿಸಿದೆ. ಅಡಿಕೆ ದರದಲ್ಲಿ ಆಲ್ಲೋಲ ಕಲ್ಲೋಲ ಉಂಟಾಗಿದೆ. ಒಂದು ಡಜನ್‌ಗೂ ಹೆಚ್ಚು ದಿನಗಳಿಂದ ಕುಸಿತ ಕಂಡಿದ್ದು ಮೇಲೇಳದಂತಾಗಿದೆ. ಹಸಿ ಅಡಿಕೆ ದರ ಕೂಡ ಪಾತಾಳ ಕಂಡಿದ್ದು ಖರೀದಿದಾರರು ಅಡಿಕೆ ಖರೀದಿಗೆ ಹಿಂದೇಟು ಹಾಕುತ್ತಿದ್ದಾರೆ. ರಾಜ್ಯದ 144 ತಾಲೂಕುಗಳಲ್ಲಿ ಅಡಿಕೆ ಬೆಳೆ ಇದೆ. ಗುಟ್ಕಾ ಪಾನ್ ಮಸಾಲ ನಿಷೇಧ ಆದೇಶಕ್ಕೆ ದಾವಣಗೆರೆ – ಶಿವಮೊಗ್ಗ ಜಿಲ್ಲೆ ಸೇರಿದಂತೆ ಸರ್ಕಾರದ ಅಡಿಕೆ ಬೆಳೆಗಾರರು ಸರ್ಕಾರದ ವಿರುದ್ಧ ಆಕ್ರೋಶ ಹೊರ ಹಾಕುತ್ತಿದ್ದಾರೆ. ರಾಜ್ಯದಲ್ಲಿ 144 ತಾಲೂಕುಗಳಲ್ಲಿ ಅಡಿಕೆ ಬೆಳೆಯಲಾಗುತ್ತದೆ. 398 ಕೋಟಿ ಬಿಸಿಬಿ ಕಟ್ಟಲಾಗುತ್ತಿದೆ. ಅಲ್ಲದೇ ಇಲ್ಲಿ ಬೆಳೆದ ಅಡಿಕೆ (36, 836, 218, 1111)
rule-gurudwara (30, 1212, 406, 1214)
story2-headline: ಗುಟ್ಕಾ, ಪಾನ್ ಮಸಾಲಾ ನಿಷೇಧ: ಅಡಕೆ ಧಾರಣೆಯಲ್ಲಿ ಕುಸಿತ, ಖರೀದಿಗೆ ಬಾರದ ವ್ಯಾಪಾರಿಗಳು, ಬೆಳೆಗಾರರಲ್ಲಿ ಹೆಚ್ಚಾದ ಆತಂಕ (34, 745, 748, 822)
story1-col4: ನಡೆದುಕೊಳ್ಳುತ್ತಿದ್ದಾರೆ. ಯಾವುದೇ ಸಹಕಾರ ಕೊಡುತ್ತಿಲ್ಲ. ಆದರ ನಡವಳಿಕೆ ಹಿನ್ನೆಲೆ ತನಿಖೆ ಮುಂದುವರಿಸಲು ಇಷ್ಟ ಇಲ್ಲ ಎಂದು ಉಪಸಮಿತಿ ಆಯೋಗ ಅಧ್ಯಕ್ಷರ ಗಮನಕ್ಕೆ ತರುತ್ತಾರೆ ಎಂದು ದಾಖಲೆ ಸಹಿತ ತಿಳಿಸಿದರು. 31.1.2024ರಂದು ಅಂದಿನ ಕಾರ್ಯದರ್ಶಿಗೆ ಆಯೋಗದ ಅಧ್ಯಕ್ಷರು ಪತ್ರ ಬರೆದು, ಉಪಸಮಿತಿಯ ತೀರ್ಮಾನಕ್ಕೆ ಒಳಪಟ್ಟು ಆಯ್ಕೆಯ ಅಂತಿಮಪಟ್ಟಿ ಪ್ರಕಟಿಸಬಹುದು ಎಂದು ಹೇಳುತ್ತಾರೆ. ಇದನ್ನೇ ಲಾಭ ಮಾಡಿಕೊಂಡು ಅಂತಿಮ ಪಟ್ಟಿ ಬಿಡುಗಡೆ ಸಂಬಂಧ ಆಯೋಗದ ಅಧ್ಯಕ್ಷರ ಸಹಿ ಇಲ್ಲದೇ ಕಾರ್ಯದರ್ಶಿ ಅಂತಿಮಪಟ್ಟಿಯನ್ನು ಸಿಎಸ್‌ಗೆ ಕಳುಹಿಸುತ್ತಾರೆ. 1.2.2024ರಲ್ಲಿ ಆಯೋಗದ ಅಧ್ಯಕ್ಷರು ಸಿಎಸ್‌ಗೆ ಪತ್ರ ಬರೆದು ನಮ್ಮ ಒಪ್ಪಿಗೆ ಇಲ್ಲದೇ ಅಂತಿಮಪಟ್ಟಿಯನ್ನು ಕಳುಹಿಸಲಾಗಿದೆ. ಅದನ್ನು ತಡೆಹಿಡಿಯುವಂತೆ ಕೋರುತ್ತಾರೆ ಎಂದು ತಿಳಿಸಿದರು. 19.3.2024ರಲ್ಲಿ ಉಪಸಮಿತಿಯವರು ಒಎಂಆರ್ ಶೀಟ್, ಕಾರ್ಬನ್ ಕಾಪಿಗಳ ಬಗ್ಗೆ ತನಿಖೆ ಮಾಡುತ್ತಾರೆ. 21.3.2024ರಲ್ಲಿ 24 ಅಭ್ಯರ್ಥಿಗಳನ್ನು ಉಪಸಮಿತಿಯವರು ವಿಚಾರಣೆಗೆ ಕರೆಯುತ್ತಾರೆ. ವಿಚಾರಣೆಗೆ 20 ಅಭ್ಯರ್ಥಿಗಳು ಮಾತ್ರ ಹಾಜರಾಗುತ್ತಾರೆ. 25.3.2024ರಲ್ಲಿ ಈ ಎಲ್ಲ ಒಎಂಆರ್, ಕಾರ್ಬನ್ ಕಾಪಿಗಳನ್ನು ವೈಜ್ಞಾನಿಕ ಪರಿಶೀಲನೆಗಾಗಿ ಎಫ್‌ಎಸ್‌ಎಲ್‌ಗೆ ಕಳುಹಿಸಲು ತೀರ್ಮಾನಿಸಲಾಗುತ್ತದೆ. (602, 192, 800, 549)
gurudwara-body (36, 1560, 406, 1856)
